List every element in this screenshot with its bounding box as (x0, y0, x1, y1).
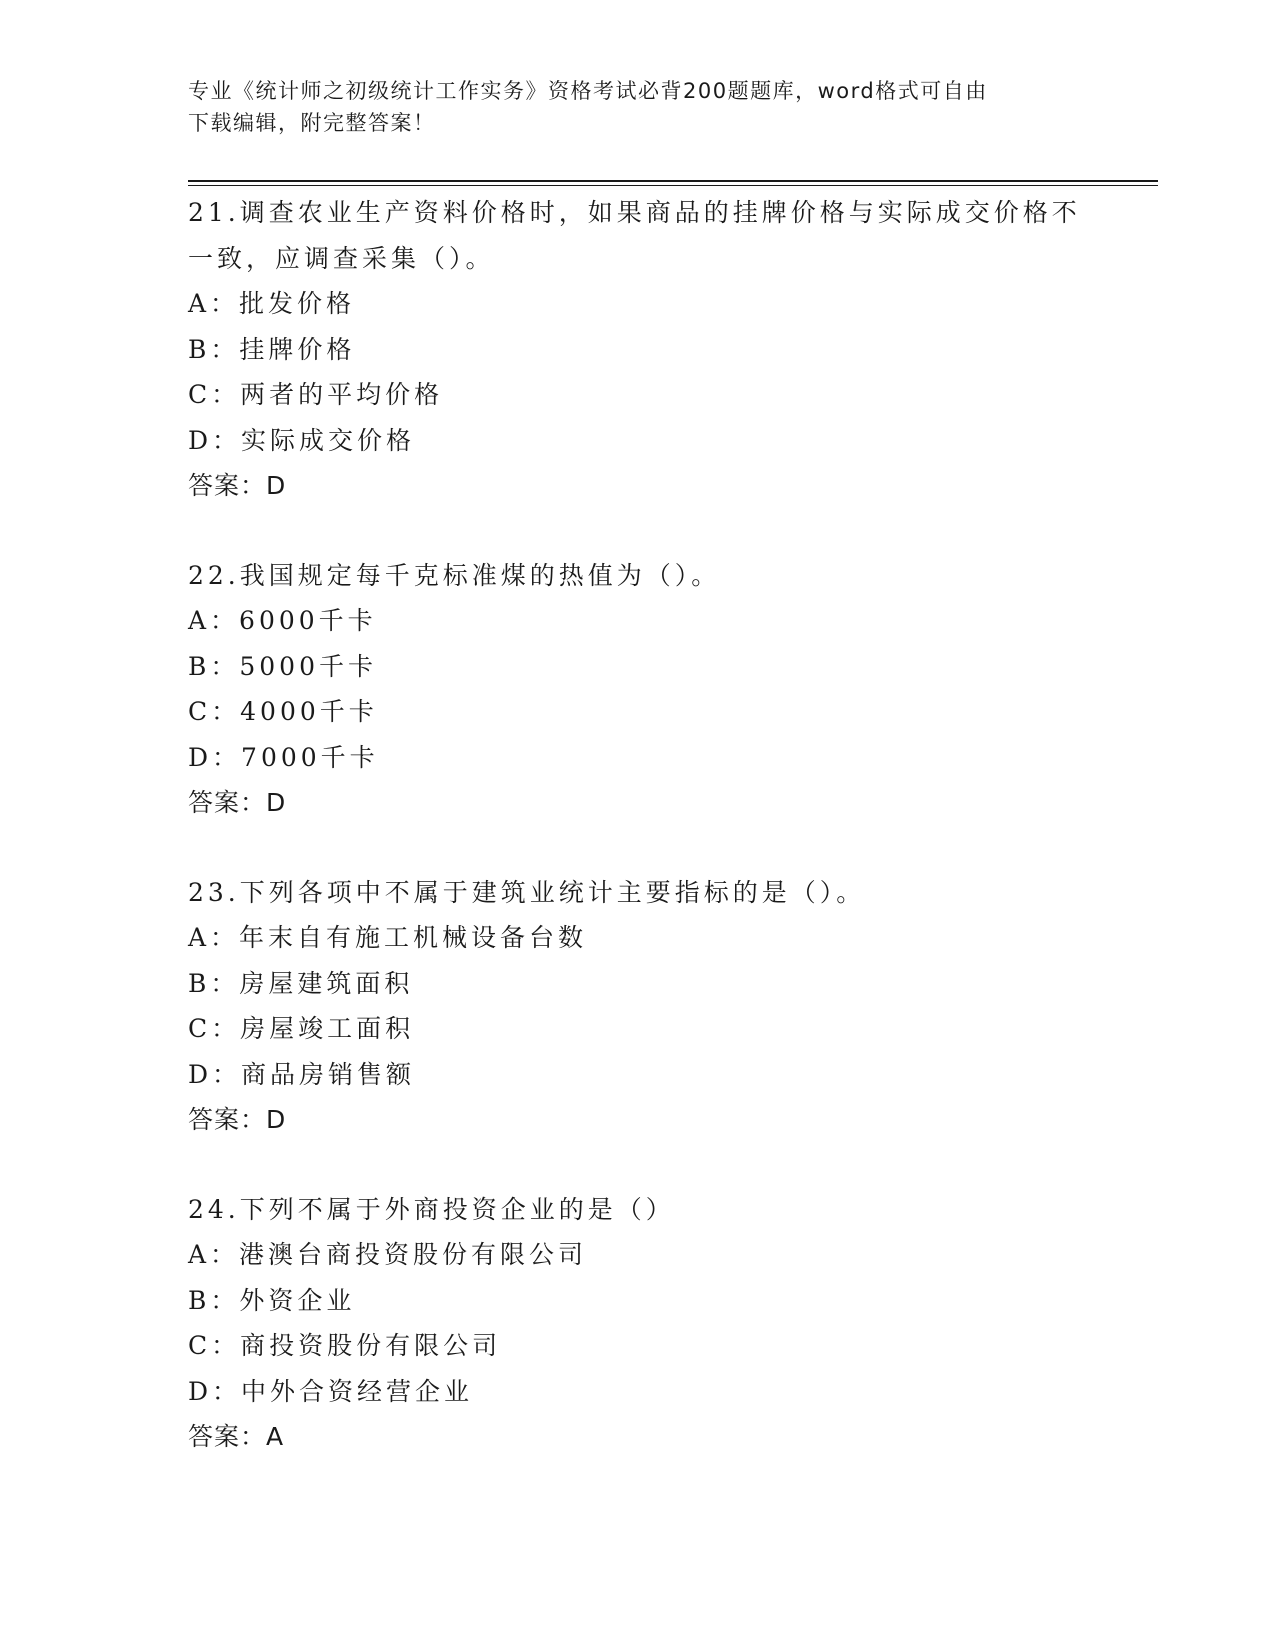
header-line-1: 专业《统计师之初级统计工作实务》资格考试必背200题题库，word格式可自由 (188, 79, 988, 103)
option-c: C：4000千卡 (188, 697, 378, 726)
header-line-2: 下载编辑，附完整答案！ (188, 111, 436, 135)
document-header (188, 75, 1088, 139)
question-23 (188, 870, 1088, 1143)
question-stem-line: 23.下列各项中不属于建筑业统计主要指标的是（）。 (188, 877, 866, 907)
option-d: D：7000千卡 (188, 742, 379, 772)
option-a: A：港澳台商投资股份有限公司 (188, 1240, 588, 1269)
question-stem-line: 一致，应调查采集（）。 (188, 243, 495, 273)
option-b: B：外资企业 (188, 1285, 356, 1315)
question-stem-line: 22.我国规定每千克标准煤的热值为（）。 (188, 560, 721, 590)
option-a: A：批发价格 (188, 289, 356, 318)
option-b: B：房屋建筑面积 (188, 968, 414, 998)
header-divider-thin (188, 185, 1158, 186)
question-21 (188, 190, 1088, 509)
question-24 (188, 1187, 1088, 1460)
question-list (188, 190, 1088, 1504)
option-d: D：实际成交价格 (188, 425, 416, 455)
option-a: A：6000千卡 (188, 606, 377, 635)
option-d: D：中外合资经营企业 (188, 1376, 474, 1406)
answer-line: 答案：D (188, 1105, 287, 1134)
answer-line: 答案：D (188, 471, 287, 500)
question-22 (188, 553, 1088, 826)
option-c: C：商投资股份有限公司 (188, 1331, 502, 1360)
option-b: B：挂牌价格 (188, 334, 356, 364)
answer-line: 答案：A (188, 1422, 285, 1451)
option-b: B：5000千卡 (188, 651, 377, 681)
option-d: D：商品房销售额 (188, 1059, 416, 1089)
option-c: C：房屋竣工面积 (188, 1014, 415, 1043)
question-stem-line: 21.调查农业生产资料价格时，如果商品的挂牌价格与实际成交价格不 (188, 198, 1081, 227)
answer-line: 答案：D (188, 788, 287, 817)
header-divider-thick (188, 180, 1158, 182)
option-c: C：两者的平均价格 (188, 380, 444, 409)
option-a: A：年末自有施工机械设备台数 (188, 923, 588, 952)
question-stem-line: 24.下列不属于外商投资企业的是（） (188, 1194, 675, 1224)
